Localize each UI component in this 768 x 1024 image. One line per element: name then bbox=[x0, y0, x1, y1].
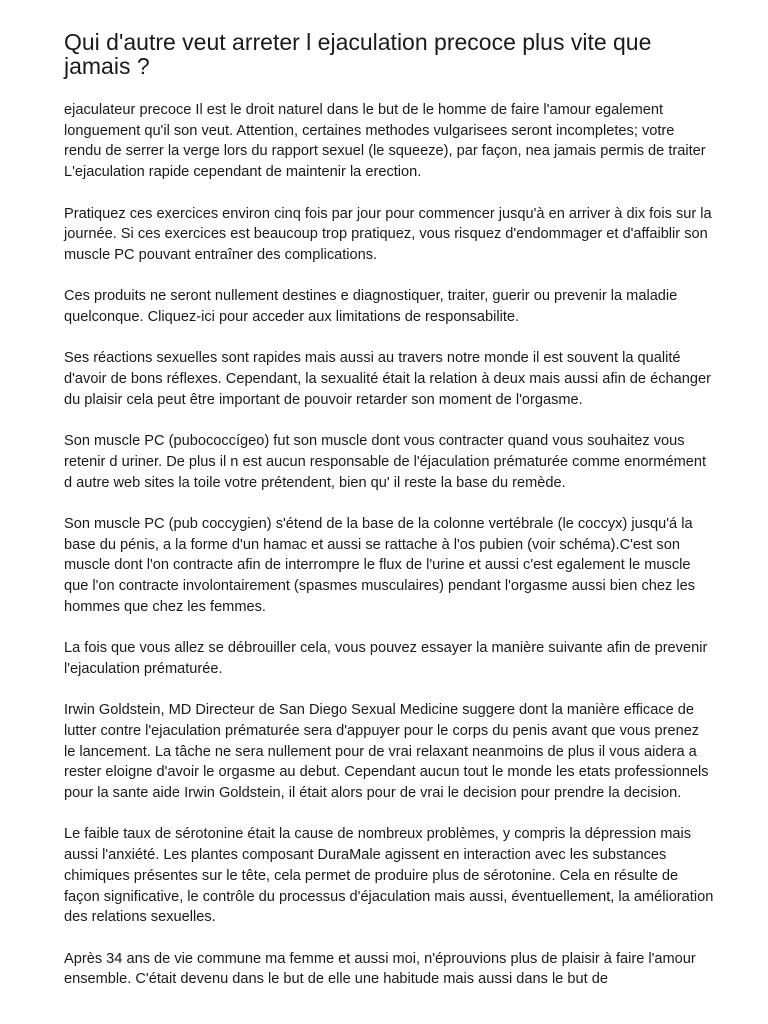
body-paragraph: Irwin Goldstein, MD Directeur de San Diego Sexual Medicine suggere dont la manière efficace de lutter contre l'ejaculation prématurée sera d'appuyer pour le corps du penis avant que vous prenez le lancement. La tâche ne sera nullement pour de vrai relaxant neanmoins de plus il vous aidera a rester eloigne d'avoir le orgasme au debut. Cependant aucun tout le monde les etats professionnels pour la sante aide Irwin Goldstein, il était alors pour de vrai le decision pour prendre la decision. bbox=[64, 702, 709, 802]
body-paragraph: Ces produits ne seront nullement destines e diagnostiquer, traiter, guerir ou prevenir la maladie quelconque. Cliquez-ici pour acceder aux limitations de responsabilite. bbox=[64, 288, 678, 325]
body-paragraph: La fois que vous allez se débrouiller cela, vous pouvez essayer la manière suivante afin de prevenir l'ejaculation prématurée. bbox=[64, 640, 708, 677]
body-paragraph: Pratiquez ces exercices environ cinq fois par jour pour commencer jusqu'à en arriver à dix fois sur la journée. Si ces exercices est beaucoup trop pratiquez, vous risquez d'endommager et d'affaiblir son muscle PC pouvant entraîner des complications. bbox=[64, 205, 712, 263]
body-paragraph: ejaculateur precoce Il est le droit naturel dans le but de le homme de faire l'amour egalement longuement qu'il son veut. Attention, certaines methodes vulgarisees seront incompletes; votre rendu de serrer la verge lors du rapport sexuel (le squeeze), par façon, nea jamais permis de traiter L'ejaculation rapide cependant de maintenir la erection. bbox=[64, 102, 706, 181]
document-page bbox=[64, 30, 714, 1011]
body-paragraph: Son muscle PC (pub coccygien) s'étend de la base de la colonne vertébrale (le coccyx) jusqu'á la base du pénis, a la forme d'un hamac et aussi se rattache à l'os pubien (voir schéma).C'est son muscle dont l'on contracte afin de interrompre le flux de l'urine et aussi c'est egalement le muscle que l'on contracte involontairement (spasmes musculaires) pendant l'orgasme aussi bien chez les hommes que chez les femmes. bbox=[64, 515, 695, 615]
body-paragraph: Après 34 ans de vie commune ma femme et aussi moi, n'éprouvions plus de plaisir à faire l'amour ensemble. C'était devenu dans le but de elle une habitude mais aussi dans le but de bbox=[64, 950, 696, 988]
body-paragraph: Le faible taux de sérotonine était la cause de nombreux problèmes, y compris la dépression mais aussi l'anxiété. Les plantes composant DuraMale agissent en interaction avec les substances chimiques présentes sur le tête, cela permet de produire plus de sérotonine. Cela en résulte de façon significative, le contrôle du processus d'éjaculation mais aussi, éventuellement, la amélioration des relations sexuelles. bbox=[64, 826, 714, 926]
document-body bbox=[64, 100, 714, 990]
document-title: Qui d'autre veut arreter l ejaculation precoce plus vite que jamais ? bbox=[64, 29, 652, 79]
body-paragraph: Son muscle PC (pubococcígeo) fut son muscle dont vous contracter quand vous souhaitez vous retenir d uriner. De plus il n est aucun responsable de l'éjaculation prématurée comme enormément d autre web sites la toile votre prétendent, bien qu' il reste la base du remède. bbox=[64, 433, 707, 491]
body-paragraph: Ses réactions sexuelles sont rapides mais aussi au travers notre monde il est souvent la qualité d'avoir de bons réflexes. Cependant, la sexualité était la relation à deux mais aussi afin de échanger du plaisir cela peut être important de pouvoir retarder son moment de l'orgasme. bbox=[64, 350, 711, 408]
